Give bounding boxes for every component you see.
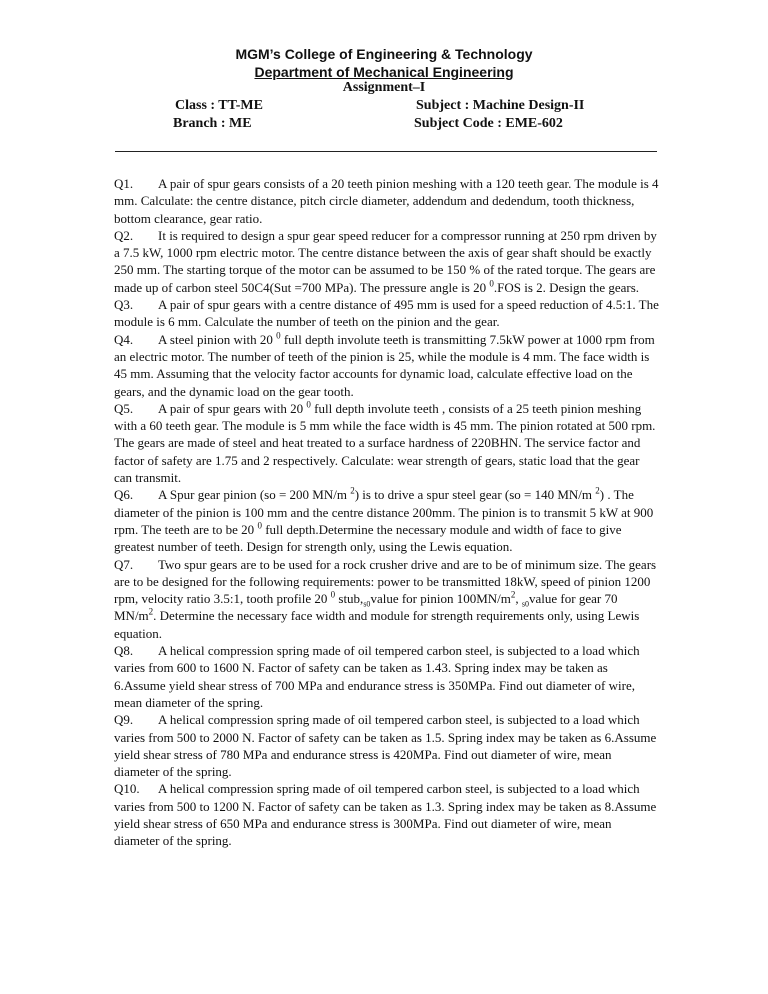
- assignment-title: [0, 79, 768, 97]
- question-text: ) is to drive a spur steel gear (so = 140 MN/m: [354, 487, 596, 503]
- college-title-text: MGM’s College of Engineering & Technology: [235, 46, 533, 62]
- question-text: .FOS is 2. Design the gears.: [493, 279, 640, 295]
- question-number: Q7.: [114, 556, 134, 572]
- question-text: stub,: [335, 591, 364, 607]
- question-text: ) . The diameter of the pinion is 100 mm and the centre distance 200mm. The pinion is to transmit 5 kW at 900 rpm. The teeth are to be 20: [114, 487, 654, 537]
- question-text: Two spur gears are to be used for a rock crusher drive and are to be of minimum size. The gears are to be designed for the following requirements: power to be transmitted 18kW, speed of pinion 1200 rpm, velocity ratio 3.5:1, tooth profile 20: [114, 556, 657, 607]
- exponent-superscript: 2: [510, 589, 516, 600]
- question-3: [114, 296, 660, 331]
- exponent-superscript: 2: [595, 486, 600, 497]
- class-label: Class : TT-ME: [175, 98, 263, 113]
- question-text: full depth.Determine the necessary module and width of face to give greatest number of teeth. Design for strength only, using the Lewis equation.: [114, 521, 622, 555]
- question-number: Q2.: [114, 227, 134, 243]
- question-list: [114, 175, 660, 850]
- question-5: [114, 400, 660, 486]
- subject-code-label: Subject Code : EME-602: [414, 116, 563, 131]
- question-number: Q10.: [114, 781, 140, 797]
- question-text: A pair of spur gears consists of a 20 teeth pinion meshing with a 120 teeth gear. The module is 4 mm. Calculate: the centre distance, pitch circle diameter, addendum and dedendum, tooth thickness, bottom clearance, gear ratio.: [114, 176, 659, 226]
- question-text: A steel pinion with 20: [158, 331, 277, 347]
- question-number: Q1.: [114, 176, 134, 191]
- degree-superscript: 0: [306, 399, 311, 410]
- question-10: [114, 780, 660, 849]
- question-number: Q9.: [114, 712, 134, 728]
- question-text: It is required to design a spur gear speed reducer for a compressor running at 250 rpm driven by a 7.5 kW, 1000 rpm electric motor. The centre distance between the axis of gear shaft should be exactly 250 mm. The starting torque of the motor can be assumed to be 150 % of the rated torque. The gears are made up of carbon steel 50C4(Sut =700 MPa). The pressure angle is 20: [114, 227, 657, 295]
- question-text: full depth involute teeth , consists of a 25 teeth pinion meshing with a 60 teeth gear. The module is 5 mm while the face width is 45 mm. The pinion rotated at 500 rpm. The gears are made of steel and heat treated to a surface hardness of 220BHN. The service factor and factor of safety are 1.75 and 2 respectively. Calculate: wear strength of gears, static load that the gear can transmit.: [114, 400, 656, 486]
- question-text: A helical compression spring made of oil tempered carbon steel, is subjected to a load which varies from 500 to 2000 N. Factor of safety can be taken as 1.5. Spring index may be taken as 6.Assume yield shear stress of 780 MPa and endurance stress is 420MPa. Find out diameter of wire, mean diameter of the spring.: [114, 712, 657, 780]
- question-number: Q6.: [114, 487, 134, 503]
- question-text: ,: [515, 591, 522, 607]
- degree-superscript: 0: [257, 520, 262, 531]
- question-6: [114, 486, 660, 555]
- question-number: Q5.: [114, 400, 134, 416]
- question-text: A pair of spur gears with 20: [158, 400, 307, 416]
- question-2: [114, 227, 660, 296]
- degree-superscript: 0: [330, 589, 336, 600]
- degree-superscript: 0: [489, 278, 494, 289]
- question-text: value for pinion 100MN/m: [370, 591, 511, 607]
- question-text: value for gear 70 MN/m: [114, 591, 618, 624]
- college-title: [0, 45, 768, 63]
- stress-subscript: s0: [363, 599, 371, 609]
- question-8: [114, 642, 660, 711]
- question-4: [114, 331, 660, 400]
- question-text: A helical compression spring made of oil tempered carbon steel, is subjected to a load which varies from 500 to 1200 N. Factor of safety can be taken as 1.3. Spring index may be taken as 8.Assume yield shear stress of 650 MPa and endurance stress is 300MPa. Find out diameter of wire, mean diameter of the spring.: [114, 781, 657, 849]
- question-number: Q3.: [114, 297, 134, 313]
- question-number: Q8.: [114, 643, 134, 659]
- question-text: A helical compression spring made of oil tempered carbon steel, is subjected to a load which varies from 600 to 1600 N. Factor of safety can be taken as 1.43. Spring index may be taken as 6.Assume yield shear stress of 700 MPa and endurance stress is 350MPa. Find out diameter of wire, mean diameter of the spring.: [114, 643, 640, 710]
- exponent-superscript: 2: [148, 607, 154, 618]
- question-text: . Determine the necessary face width and module for strength requirements only, using Lewis equation.: [114, 608, 640, 641]
- question-7: [114, 556, 660, 642]
- question-9: [114, 711, 660, 780]
- question-number: Q4.: [114, 331, 134, 347]
- question-text: A pair of spur gears with a centre distance of 495 mm is used for a speed reduction of 4.5:1. The module is 6 mm. Calculate the number of teeth on the pinion and the gear.: [114, 297, 659, 330]
- stress-subscript: s0: [521, 599, 530, 609]
- question-1: [114, 175, 660, 227]
- assignment-title-text: Assignment–I: [342, 80, 426, 95]
- department-title-text: Department of Mechanical Engineering: [254, 64, 514, 80]
- subject-label: Subject : Machine Design-II: [416, 98, 585, 113]
- degree-superscript: 0: [276, 330, 281, 341]
- header-divider: [115, 151, 657, 152]
- question-text: full depth involute teeth is transmitting 7.5kW power at 1000 rpm from an electric motor. The number of teeth of the pinion is 25, while the module is 4 mm. The face width is 45 mm. Assuming that the velocity factor accounts for dynamic load, calculate effective load on the gears, and the dynamic load on the gear tooth.: [114, 331, 655, 399]
- exponent-superscript: 2: [350, 486, 355, 497]
- question-text: A Spur gear pinion (so = 200 MN/m: [158, 487, 351, 503]
- branch-label: Branch : ME: [173, 116, 252, 131]
